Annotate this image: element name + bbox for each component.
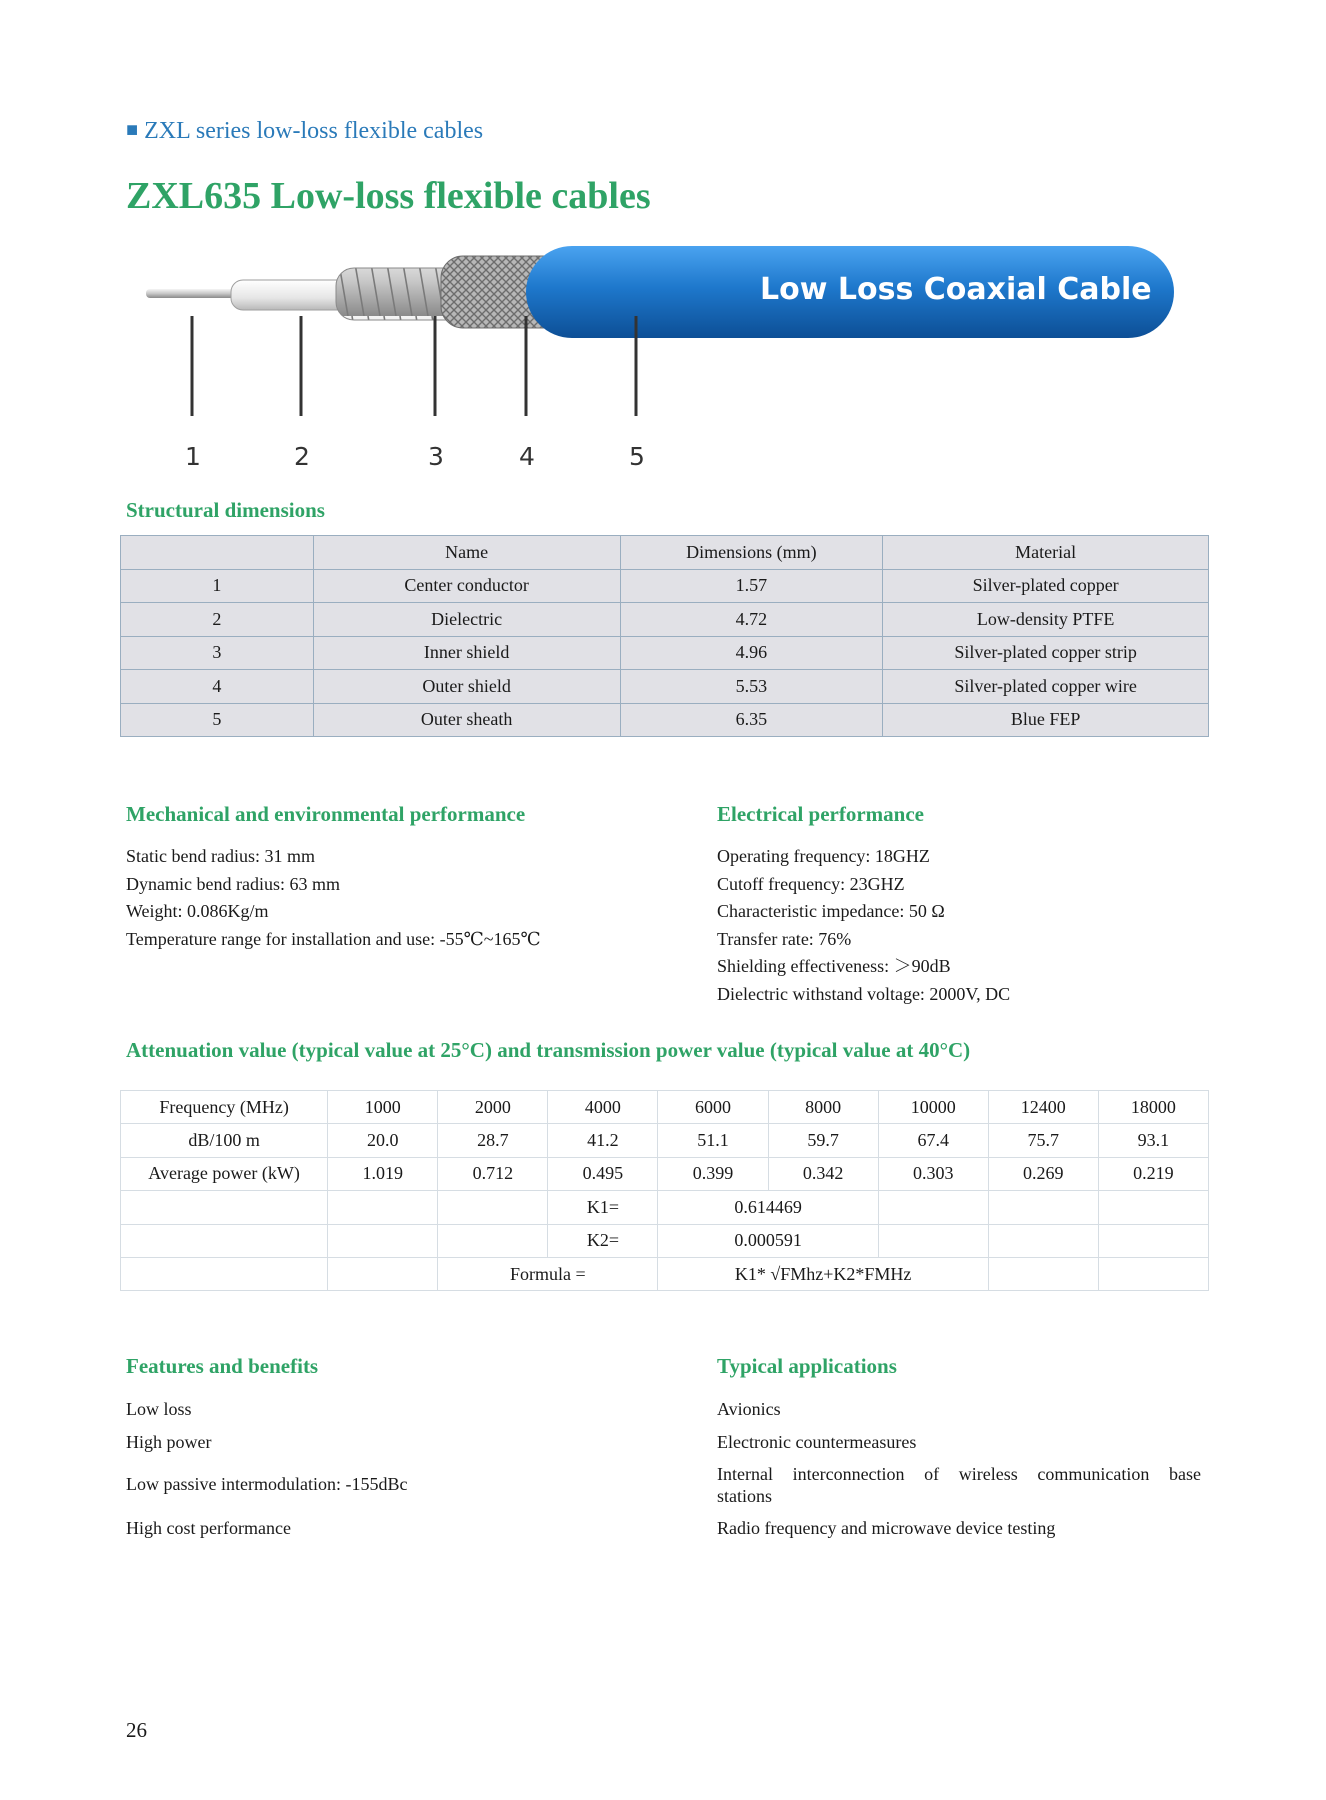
frequency-row — [121, 1091, 1209, 1124]
feature-item: Low loss — [126, 1399, 192, 1419]
row-label: Frequency (MHz) — [121, 1091, 328, 1124]
mechanical-line: Weight: 0.086Kg/m — [126, 901, 269, 921]
table-cell: 4000 — [548, 1091, 658, 1124]
structural-table — [120, 535, 1209, 737]
table-row — [121, 603, 1209, 637]
table-cell: 1 — [121, 569, 314, 603]
table-row — [121, 670, 1209, 704]
application-item: Electronic countermeasures — [717, 1432, 917, 1452]
empty-cell — [438, 1191, 548, 1224]
table-row — [121, 636, 1209, 670]
table-cell: 0.303 — [878, 1157, 988, 1190]
k2-row — [121, 1224, 1209, 1257]
k1-label: K1= — [548, 1191, 658, 1224]
header-cell: Material — [883, 536, 1209, 570]
row-label: Average power (kW) — [121, 1157, 328, 1190]
attenuation-heading: Attenuation value (typical value at 25°C) and transmission power value (typical value at 40°C) — [126, 1038, 971, 1062]
k1-row — [121, 1191, 1209, 1224]
electrical-line: Operating frequency: 18GHZ — [717, 846, 930, 866]
feature-item: High cost performance — [126, 1518, 291, 1538]
table-cell: 1.019 — [328, 1157, 438, 1190]
marker-1: 1 — [185, 442, 201, 471]
feature-item: Low passive intermodulation: -155dBc — [126, 1474, 408, 1494]
table-cell: 20.0 — [328, 1124, 438, 1157]
electrical-line: Transfer rate: 76% — [717, 928, 852, 949]
empty-cell — [988, 1257, 1098, 1290]
empty-cell — [328, 1191, 438, 1224]
application-item: Radio frequency and microwave device testing — [717, 1518, 1056, 1538]
series-label-text: ZXL series low-loss flexible cables — [144, 118, 484, 144]
structural-heading: Structural dimensions — [126, 498, 325, 522]
attenuation-table — [120, 1090, 1209, 1291]
electrical-line: Shielding effectiveness: ＞90dB — [717, 956, 951, 976]
header-cell: Name — [313, 536, 620, 570]
table-cell: 28.7 — [438, 1124, 548, 1157]
empty-cell — [878, 1191, 988, 1224]
table-cell: 2 — [121, 603, 314, 637]
electrical-line: Dielectric withstand voltage: 2000V, DC — [717, 983, 1011, 1004]
table-cell: 3 — [121, 636, 314, 670]
table-row — [121, 569, 1209, 603]
features-heading: Features and benefits — [126, 1354, 319, 1378]
table-cell: 41.2 — [548, 1124, 658, 1157]
mechanical-line: Dynamic bend radius: 63 mm — [126, 873, 340, 894]
electrical-line: Cutoff frequency: 23GHZ — [717, 873, 905, 894]
table-cell: 0.269 — [988, 1157, 1098, 1190]
table-cell: 5.53 — [620, 670, 883, 704]
empty-cell — [988, 1191, 1098, 1224]
table-cell: 0.342 — [768, 1157, 878, 1190]
cable-illustration — [126, 246, 1186, 476]
table-cell: 12400 — [988, 1091, 1098, 1124]
mechanical-list — [126, 843, 541, 953]
table-header-row — [121, 536, 1209, 570]
marker-3: 3 — [428, 442, 444, 471]
table-cell: 8000 — [768, 1091, 878, 1124]
page-number: 26 — [126, 1718, 147, 1742]
page-title: ZXL635 Low-loss flexible cables — [126, 175, 651, 217]
table-cell: 0.495 — [548, 1157, 658, 1190]
formula-value: K1* √FMhz+K2*FMHz — [658, 1257, 988, 1290]
k2-value: 0.000591 — [658, 1224, 878, 1257]
table-cell: 1.57 — [620, 569, 883, 603]
empty-cell — [328, 1257, 438, 1290]
table-cell: 1000 — [328, 1091, 438, 1124]
application-item: Avionics — [717, 1399, 781, 1419]
marker-4: 4 — [519, 442, 535, 471]
table-cell: 67.4 — [878, 1124, 988, 1157]
cable-diagram — [126, 246, 1186, 476]
mechanical-heading: Mechanical and environmental performance — [126, 802, 526, 826]
table-cell: 59.7 — [768, 1124, 878, 1157]
table-cell: 6.35 — [620, 703, 883, 737]
marker-2: 2 — [294, 442, 310, 471]
k1-value: 0.614469 — [658, 1191, 878, 1224]
series-label — [126, 118, 483, 145]
table-cell: Center conductor — [313, 569, 620, 603]
table-row — [121, 703, 1209, 737]
table-cell: 5 — [121, 703, 314, 737]
table-cell: 6000 — [658, 1091, 768, 1124]
table-cell: Silver-plated copper wire — [883, 670, 1209, 704]
empty-cell — [1098, 1191, 1208, 1224]
empty-cell — [121, 1257, 328, 1290]
table-cell: Dielectric — [313, 603, 620, 637]
table-cell: 10000 — [878, 1091, 988, 1124]
formula-row — [121, 1257, 1209, 1290]
table-cell: Silver-plated copper strip — [883, 636, 1209, 670]
marker-5: 5 — [629, 442, 645, 471]
table-cell: 0.712 — [438, 1157, 548, 1190]
cable-label: Low Loss Coaxial Cable — [760, 272, 1152, 307]
table-cell: Inner shield — [313, 636, 620, 670]
electrical-line: Characteristic impedance: 50 Ω — [717, 901, 945, 921]
table-cell: Blue FEP — [883, 703, 1209, 737]
k2-label: K2= — [548, 1224, 658, 1257]
empty-cell — [988, 1224, 1098, 1257]
application-item: Internal interconnection of wireless communication base stations — [717, 1464, 1201, 1506]
applications-heading: Typical applications — [717, 1354, 897, 1378]
power-row — [121, 1157, 1209, 1190]
empty-cell — [438, 1224, 548, 1257]
table-cell: 0.219 — [1098, 1157, 1208, 1190]
electrical-list — [717, 843, 1010, 1008]
table-cell: Low-density PTFE — [883, 603, 1209, 637]
table-cell: 93.1 — [1098, 1124, 1208, 1157]
row-label: dB/100 m — [121, 1124, 328, 1157]
table-cell: 4.72 — [620, 603, 883, 637]
electrical-heading: Electrical performance — [717, 802, 924, 826]
empty-cell — [878, 1224, 988, 1257]
table-cell: 0.399 — [658, 1157, 768, 1190]
table-cell: 2000 — [438, 1091, 548, 1124]
empty-cell — [1098, 1257, 1208, 1290]
table-cell: 75.7 — [988, 1124, 1098, 1157]
table-cell: 4 — [121, 670, 314, 704]
table-cell: 18000 — [1098, 1091, 1208, 1124]
formula-label: Formula = — [438, 1257, 658, 1290]
empty-cell — [328, 1224, 438, 1257]
table-cell: Outer shield — [313, 670, 620, 704]
mechanical-line: Static bend radius: 31 mm — [126, 846, 315, 866]
mechanical-line: Temperature range for installation and use: -55℃~165℃ — [126, 928, 541, 949]
table-cell: 51.1 — [658, 1124, 768, 1157]
empty-cell — [121, 1224, 328, 1257]
header-cell — [121, 536, 314, 570]
header-cell: Dimensions (mm) — [620, 536, 883, 570]
table-cell: Outer sheath — [313, 703, 620, 737]
bullet-square-icon: ■ — [126, 119, 139, 141]
attenuation-row — [121, 1124, 1209, 1157]
table-cell: Silver-plated copper — [883, 569, 1209, 603]
table-cell: 4.96 — [620, 636, 883, 670]
empty-cell — [121, 1191, 328, 1224]
feature-item: High power — [126, 1432, 212, 1452]
empty-cell — [1098, 1224, 1208, 1257]
